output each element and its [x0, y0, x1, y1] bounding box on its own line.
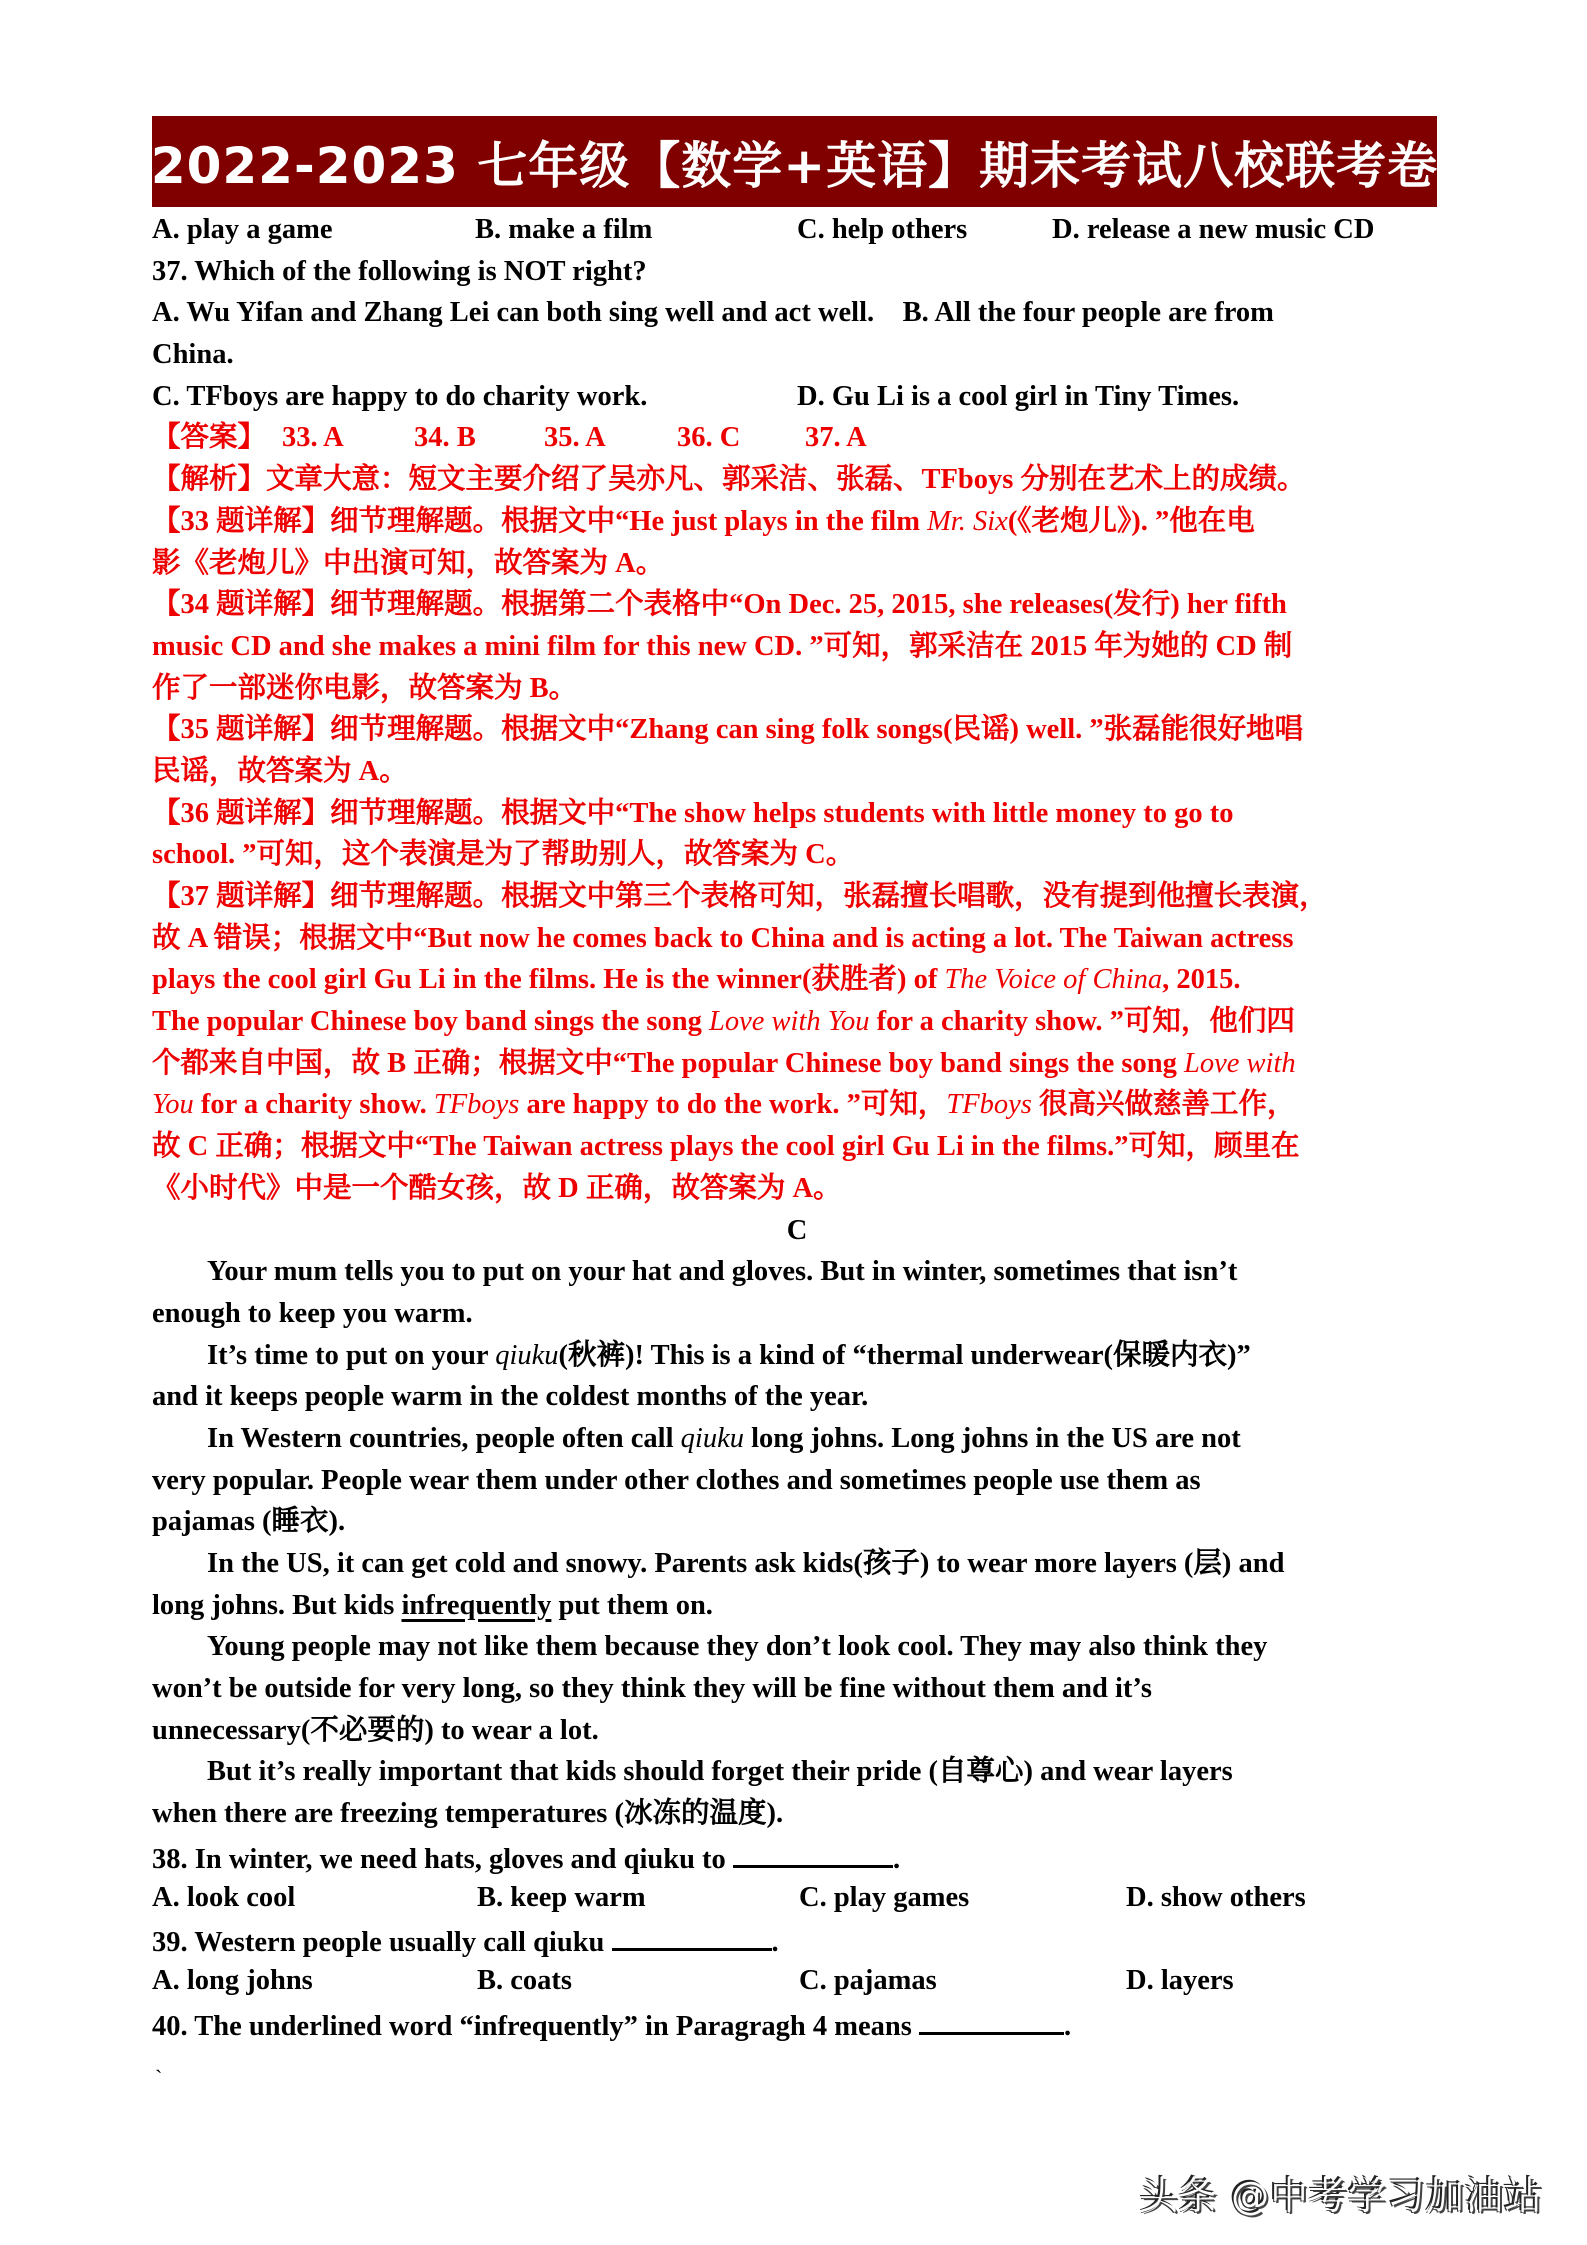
text: put them on.: [551, 1589, 713, 1621]
q37-explanation-line: 故 A 错误；根据文中“But now he comes back to China and is acting a lot. The Taiwan actress: [152, 922, 1294, 954]
option-b: B. keep warm: [477, 1881, 646, 1913]
stray-mark: `: [155, 2065, 163, 2090]
q38-options: [152, 1877, 1442, 1919]
analysis-summary: 【解析】文章大意：短文主要介绍了吴亦凡、郭采洁、张磊、TFboys 分别在艺术上的成绩。: [152, 464, 1306, 496]
q36-explanation-line: 【36 题详解】细节理解题。根据文中“The show helps students with little money to go to: [152, 797, 1234, 829]
period: .: [892, 1843, 901, 1875]
option-b: B. coats: [477, 1964, 572, 1996]
q34-explanation-line: 【34 题详解】细节理解题。根据第二个表格中“On Dec. 25, 2015, she releases(发行) her fifth: [152, 589, 1287, 621]
question-text: 40. The underlined word “infrequently” in Paragragh 4 means: [152, 2010, 912, 2042]
option-a: A. Wu Yifan and Zhang Lei can both sing well and act well.: [152, 297, 875, 329]
passage-line: very popular. People wear them under other clothes and sometimes people use them as: [152, 1464, 1201, 1496]
question-text: 39. Western people usually call qiuku: [152, 1927, 605, 1959]
q38-stem: [152, 1835, 1442, 1877]
answer-blank[interactable]: [733, 1835, 893, 1868]
q37-explanation-line: [152, 959, 1442, 1001]
passage-line: pajamas (睡衣).: [152, 1506, 346, 1538]
q37-stem: 37. Which of the following is NOT right?: [152, 255, 647, 287]
text: In Western countries, people often call: [207, 1422, 681, 1454]
q34-explanation-line: music CD and she makes a mini film for this new CD. ”可知，郭采洁在 2015 年为她的 CD 制: [152, 630, 1293, 662]
text: (秋裤)! This is a kind of “thermal underwear(保暖内衣)”: [558, 1339, 1251, 1371]
q37-explanation-line: 《小时代》中是一个酷女孩，故 D 正确，故答案为 A。: [152, 1172, 842, 1204]
text: 很高兴做慈善工作，: [1031, 1089, 1296, 1121]
option-c: C. pajamas: [799, 1964, 937, 1996]
q37-explanation-line: [152, 1084, 1442, 1126]
passage-line: Young people may not like them because they don’t look cool. They may also think they: [207, 1631, 1268, 1663]
q35-explanation-line: 【35 题详解】细节理解题。根据文中“Zhang can sing folk songs(民谣) well. ”张磊能很好地唱: [152, 714, 1304, 746]
option-c: C. help others: [797, 214, 968, 245]
answer-item: 34. B: [414, 422, 476, 454]
show-title: The Voice of China: [944, 964, 1163, 996]
q35-explanation-line: 民谣，故答案为 A。: [152, 755, 408, 787]
term: qiuku: [495, 1339, 559, 1371]
answer-blank[interactable]: [612, 1918, 772, 1951]
q37-explanation-line: [152, 1043, 1442, 1085]
option-d: D. release a new music CD: [1052, 214, 1375, 245]
passage-line: [152, 1418, 1442, 1460]
text: 个都来自中国，故 B 正确；根据文中“The popular Chinese boy band sings the song: [152, 1047, 1184, 1079]
passage-line: In the US, it can get cold and snowy. Parents ask kids(孩子) to wear more layers (层) and: [207, 1548, 1285, 1579]
passage-line: when there are freezing temperatures (冰冻的温度).: [152, 1798, 784, 1830]
watermark: 头条 @中考学习加油站: [1140, 2174, 1544, 2218]
song-title: Love with: [1184, 1047, 1296, 1079]
option-a: A. look cool: [152, 1881, 296, 1913]
q39-stem: [152, 1918, 1442, 1960]
answer-item: 36. C: [677, 422, 741, 454]
answer-key: [152, 417, 1442, 459]
answer-item: 35. A: [544, 422, 606, 454]
text: plays the cool girl Gu Li in the films. He is the winner(获胜者) of: [152, 964, 945, 996]
option-d: D. show others: [1126, 1881, 1306, 1913]
answer-item: 37. A: [805, 422, 867, 454]
text: long johns. Long johns in the US are not: [743, 1422, 1241, 1454]
q37-explanation-line: 【37 题详解】细节理解题。根据文中第三个表格可知，张磊擅长唱歌，没有提到他擅长表演，: [152, 881, 1328, 912]
text: The popular Chinese boy band sings the song: [152, 1006, 709, 1038]
band-name: TFboys: [946, 1089, 1032, 1121]
q36-explanation-line: school. ”可知，这个表演是为了帮助别人，故答案为 C。: [152, 839, 855, 871]
passage-line: [152, 1585, 1442, 1627]
q36-options: [152, 209, 1442, 251]
q37-explanation-line: 故 C 正确；根据文中“The Taiwan actress plays the cool girl Gu Li in the films.”可知，顾里在: [152, 1131, 1300, 1163]
option-c: C. TFboys are happy to do charity work.: [152, 380, 648, 412]
option-a: A. play a game: [152, 214, 333, 245]
option-a: A. long johns: [152, 1964, 313, 1996]
question-text: 38. In winter, we need hats, gloves and qiuku to: [152, 1843, 726, 1875]
text: , 2015.: [1162, 964, 1241, 996]
answer-item: 33. A: [282, 422, 344, 454]
text: (《老炮儿》). ”他在电: [1007, 505, 1255, 537]
song-title: You: [152, 1089, 194, 1121]
exam-title-banner: [152, 116, 1437, 207]
text: It’s time to put on your: [207, 1339, 496, 1371]
q39-options: [152, 1960, 1442, 2002]
period: .: [771, 1927, 779, 1959]
option-d: D. layers: [1126, 1964, 1234, 1996]
film-title: Mr. Six: [927, 505, 1008, 537]
underlined-word: infrequently: [401, 1589, 552, 1621]
q37-options-ab: [152, 292, 1442, 334]
answer-blank[interactable]: [919, 2002, 1064, 2035]
text: for a charity show. ”可知，他们四: [869, 1006, 1295, 1038]
text: 【33 题详解】细节理解题。根据文中“He just plays in the film: [152, 505, 928, 537]
passage-line: and it keeps people warm in the coldest months of the year.: [152, 1381, 869, 1413]
passage-line: unnecessary(不必要的) to wear a lot.: [152, 1714, 599, 1746]
q37-option-b-cont: China.: [152, 339, 234, 371]
q37-options-cd: [152, 376, 1442, 418]
section-label: C: [786, 1214, 808, 1246]
answer-label: 【答案】: [152, 422, 267, 454]
q37-explanation-line: [152, 1001, 1442, 1043]
option-b: B. All the four people are from: [902, 297, 1274, 329]
option-c: C. play games: [799, 1881, 970, 1913]
q40-stem: [152, 2002, 1442, 2044]
passage-line: enough to keep you warm.: [152, 1297, 473, 1329]
song-title: Love with You: [709, 1006, 870, 1038]
option-d: D. Gu Li is a cool girl in Tiny Times.: [797, 380, 1240, 412]
term: qiuku: [680, 1422, 744, 1454]
q33-explanation-line: [152, 501, 1442, 543]
passage-line: won’t be outside for very long, so they think they will be fine without them and it’s: [152, 1673, 1152, 1705]
q33-explanation-line: 影《老炮儿》中出演可知，故答案为 A。: [152, 547, 665, 579]
passage-line: [152, 1335, 1442, 1377]
band-name: TFboys: [433, 1089, 520, 1121]
q34-explanation-line: 作了一部迷你电影，故答案为 B。: [152, 672, 578, 704]
text: are happy to do the work. ”可知，: [519, 1089, 947, 1121]
exam-title: 2022-2023 七年级【数学+英语】期末考试八校联考卷: [150, 136, 1439, 195]
document-page: [152, 209, 1442, 2043]
option-b: B. make a film: [475, 214, 653, 245]
text: long johns. But kids: [152, 1589, 402, 1621]
period: .: [1063, 2010, 1072, 2042]
passage-line: But it’s really important that kids should forget their pride (自尊心) and wear layers: [207, 1756, 1233, 1788]
text: for a charity show.: [193, 1089, 434, 1121]
passage-line: Your mum tells you to put on your hat and gloves. But in winter, sometimes that isn’t: [207, 1256, 1238, 1288]
